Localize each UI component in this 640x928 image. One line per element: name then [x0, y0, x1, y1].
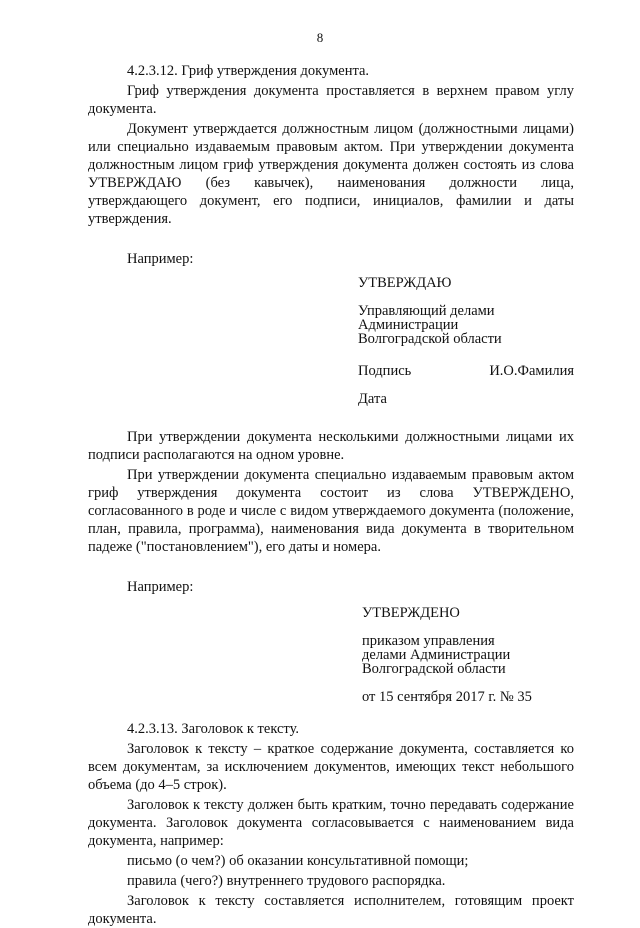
section-heading-4-2-3-12: 4.2.3.12. Гриф утверждения документа.	[127, 63, 370, 79]
stamp-position-line: Волгоградской области	[358, 331, 502, 347]
document-body	[88, 62, 574, 928]
stamp-decree-line: приказом управления	[362, 633, 495, 649]
date-label: Дата	[358, 391, 387, 407]
stamp-title: УТВЕРЖДАЮ	[358, 275, 452, 291]
stamp-title: УТВЕРЖДЕНО	[362, 605, 460, 621]
stamp-decree-line: Волгоградской области	[362, 661, 506, 677]
paragraph: При утверждении документа несколькими должностными лицами их подписи располагаются на одном уровне.	[88, 429, 574, 463]
paragraph: Заголовок к тексту – краткое содержание документа, составляется ко всем документам, за исключением документов, имеющих текст небольшого объема (до 4–5 строк).	[88, 741, 574, 793]
example-label: Например:	[127, 579, 194, 595]
approval-stamp-decree	[362, 604, 574, 706]
page-number: 8	[316, 30, 324, 45]
stamp-decree-lines	[362, 634, 574, 676]
stamp-decree-line: делами Администрации	[362, 647, 511, 663]
paragraph: Документ утверждается должностным лицом (должностными лицами) или специально издаваемым правовым актом. При утверждении документа должностным лицом гриф утверждения документа должен состоять из слова УТВЕРЖДАЮ (без кавычек), наименования должности лица, утверждающего документ, его подписи, инициалов, фамилии и даты утверждения.	[88, 121, 574, 227]
example-item: правила (чего?) внутреннего трудового распорядка.	[127, 873, 446, 889]
example-label: Например:	[127, 251, 194, 267]
example-item: письмо (о чем?) об оказании консультативной помощи;	[127, 853, 469, 869]
approval-stamp	[358, 274, 574, 408]
paragraph: Гриф утверждения документа проставляется в верхнем правом углу документа.	[88, 83, 574, 117]
stamp-position-line: Администрации	[358, 317, 459, 333]
signer-name: И.О.Фамилия	[489, 363, 574, 379]
stamp-position-line: Управляющий делами	[358, 303, 495, 319]
paragraph: Заголовок к тексту составляется исполнителем, готовящим проект документа.	[88, 893, 574, 927]
signature-label: Подпись	[358, 363, 412, 379]
paragraph: Заголовок к тексту должен быть кратким, точно передавать содержание документа. Заголовок документа согласовывается с наименованием вида документа, например:	[88, 797, 574, 849]
stamp-position	[358, 304, 574, 346]
signature-row	[358, 362, 574, 380]
stamp-date-line: от 15 сентября 2017 г. № 35	[362, 689, 532, 705]
paragraph: При утверждении документа специально издаваемым правовым актом гриф утверждения документа состоит из слова УТВЕРЖДЕНО, согласованного в роде и числе с видом утверждаемого документа (положение, план, правила, программа), наименования вида документа в творительном падеже ("постановлением"), его даты и номера.	[88, 467, 574, 555]
section-heading-4-2-3-13: 4.2.3.13. Заголовок к тексту.	[127, 721, 300, 737]
